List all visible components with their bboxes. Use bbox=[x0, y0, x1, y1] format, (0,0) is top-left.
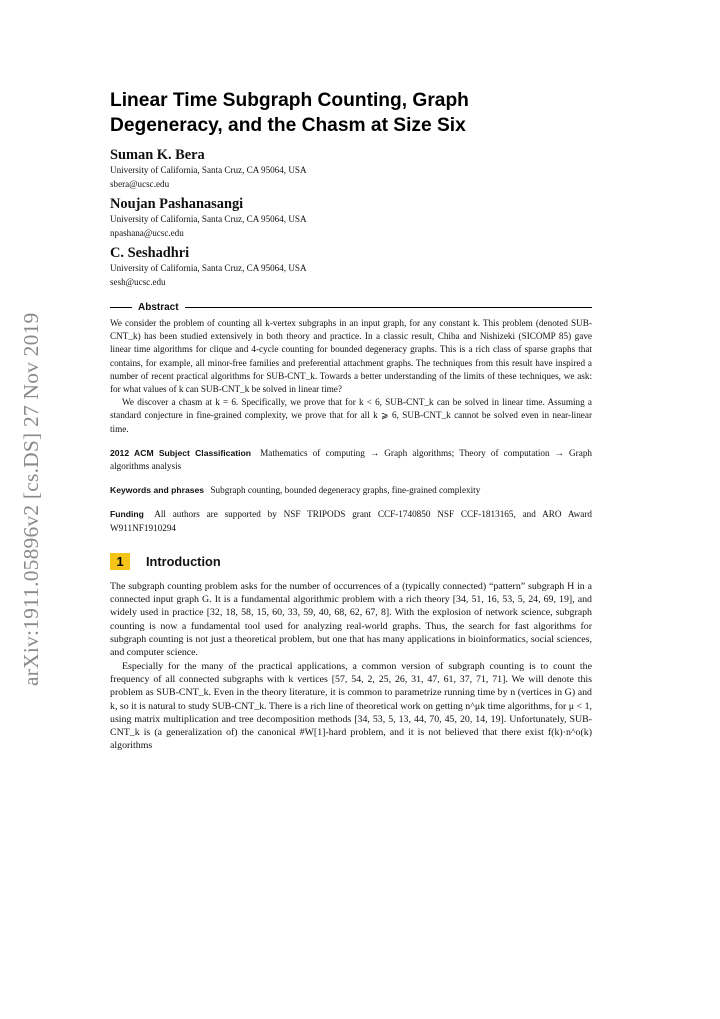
author-block bbox=[110, 147, 592, 191]
acm-text: Mathematics of computing → Graph algorithms; Theory of computation → Graph algorithms analysis bbox=[110, 447, 593, 472]
author-name: C. Seshadhri bbox=[110, 245, 190, 261]
author-email: npashana@ucsc.edu bbox=[110, 227, 184, 238]
abstract-paragraph-2: We discover a chasm at k = 6. Specifically, we prove that for k < 6, SUB-CNT_k can be solved in linear time. Assuming a standard conjecture in fine-grained complexity, we prove that for all k ⩾ 6, SUB-CNT_k cannot be solved even in near-linear time. bbox=[110, 397, 592, 434]
author-block bbox=[110, 245, 592, 289]
section-heading bbox=[110, 553, 592, 570]
keywords-label: Keywords and phrases bbox=[110, 485, 205, 496]
funding-label: Funding bbox=[110, 509, 144, 520]
keywords-text: Subgraph counting, bounded degeneracy graphs, fine-grained complexity bbox=[210, 485, 481, 496]
author-affiliation: University of California, Santa Cruz, CA 95064, USA bbox=[110, 214, 307, 224]
author-name: Suman K. Bera bbox=[110, 147, 205, 163]
abstract-paragraph-1: We consider the problem of counting all k-vertex subgraphs in an input graph, for any constant k. This problem (denoted SUB-CNT_k) has been studied extensively in both theory and practice. In a classic result, Chiba and Nishizeki (SICOMP 85) gave linear time algorithms for clique and 4-cycle counting for bounded degeneracy graphs. This is a rich class of sparse graphs that contains, for example, all minor-free families and preferential attachment graphs. The techniques from this result have inspired a number of recent practical algorithms for SUB-CNT_k. Towards a better understanding of the limits of these techniques, we ask: for what values of k can SUB-CNT_k be solved in linear time? bbox=[110, 318, 592, 395]
abstract-heading bbox=[110, 302, 592, 313]
abstract-rule-right bbox=[185, 307, 592, 308]
author-name: Noujan Pashanasangi bbox=[110, 196, 244, 212]
section-number: 1 bbox=[110, 553, 130, 570]
abstract-heading-label: Abstract bbox=[138, 302, 179, 313]
section-title: Introduction bbox=[146, 553, 221, 569]
author-block bbox=[110, 196, 592, 240]
abstract-body bbox=[110, 317, 592, 436]
author-list bbox=[110, 147, 592, 289]
paper-content bbox=[110, 88, 592, 753]
arxiv-identifier-stamp: arXiv:1911.05896v2 [cs.DS] 27 Nov 2019 bbox=[19, 312, 43, 686]
intro-paragraph-2: Especially for the many of the practical applications, a common version of subgraph counting is to count the frequency of all connected subgraphs with k vertices [57, 54, 2, 25, 26, 31, 47, 61, 37, 71, 71]. We will denote this problem as SUB-CNT_k. Even in the theory literature, it is common to parametrize running time by n (vertices in G) and k, so it is natural to study SUB-CNT_k. There is a rich line of theoretical work on getting n^μk time algorithms, for μ < 1, using matrix multiplication and tree decomposition methods [34, 53, 5, 13, 44, 70, 45, 20, 14, 19]. Unfortunately, SUB-CNT_k is (a generalization of) the canonical #W[1]-hard problem, and it is not believed that there exist f(k)·n^o(k) algorithms bbox=[110, 660, 592, 752]
author-affiliation: University of California, Santa Cruz, CA 95064, USA bbox=[110, 263, 307, 273]
title-line-2: Degeneracy, and the Chasm at Size Six bbox=[110, 115, 466, 136]
acm-classification bbox=[110, 447, 592, 473]
abstract-rule-left bbox=[110, 307, 132, 308]
section-body bbox=[110, 580, 592, 753]
paper-title bbox=[110, 88, 592, 138]
author-email: sbera@ucsc.edu bbox=[110, 178, 170, 189]
intro-paragraph-1: The subgraph counting problem asks for the number of occurrences of a (typically connected) “pattern” subgraph H in a connected input graph G. It is a fundamental algorithmic problem with a rich theory [34, 51, 16, 53, 5, 24, 69, 19], and widely used in practice [32, 18, 58, 15, 60, 33, 59, 40, 68, 62, 67, 8]. With the explosion of network science, subgraph counting is now a fundamental tool used for analyzing real-world graphs. Thus, the search for fast algorithms for subgraph counting is not just a theoretical problem, but one that has many applications in bioinformatics, social sciences, and computer science. bbox=[110, 580, 592, 659]
title-line-1: Linear Time Subgraph Counting, Graph bbox=[110, 90, 469, 111]
funding-text: All authors are supported by NSF TRIPODS grant CCF-1740850 NSF CCF-1813165, and ARO Award W911NF1910294 bbox=[110, 509, 592, 533]
funding bbox=[110, 508, 592, 534]
author-affiliation: University of California, Santa Cruz, CA 95064, USA bbox=[110, 165, 307, 175]
keywords bbox=[110, 484, 592, 497]
acm-label: 2012 ACM Subject Classification bbox=[110, 447, 251, 458]
author-email: sesh@ucsc.edu bbox=[110, 276, 166, 287]
